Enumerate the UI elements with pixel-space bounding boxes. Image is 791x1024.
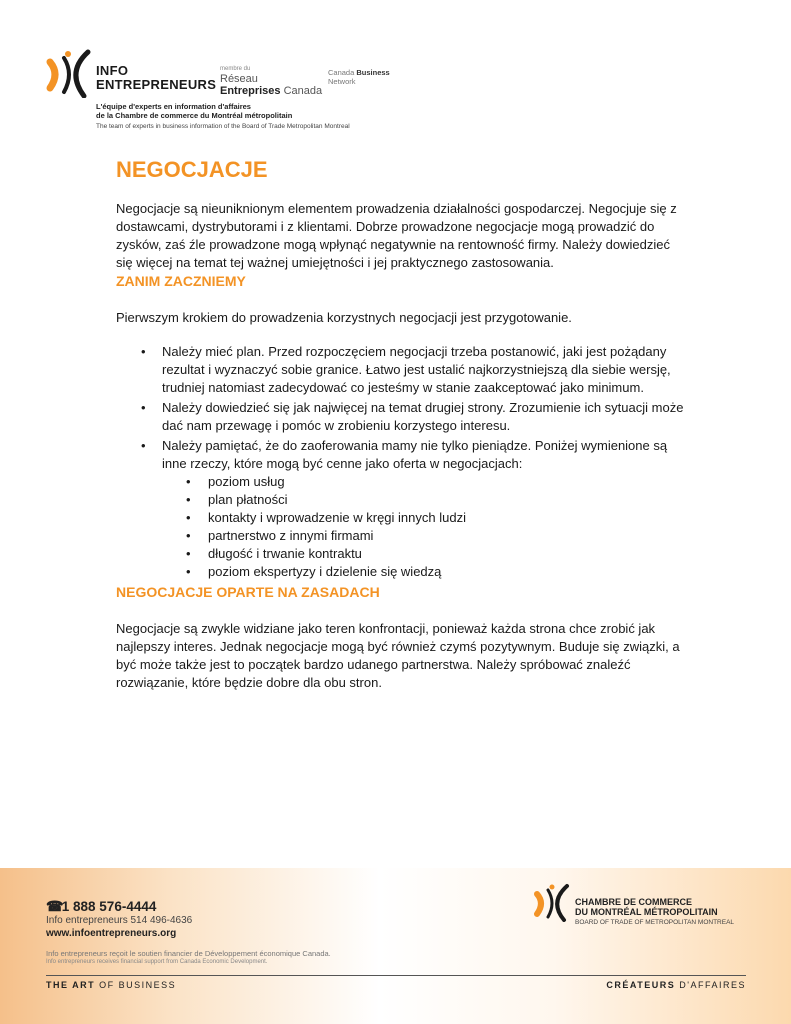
reseau-entreprises-canada-logo: membre du Réseau Entreprises Canada [220, 66, 323, 97]
list-item: • Należy dowiedzieć się jak najwięcej na temat drugiej strony. Zrozumienie ich sytuacji może dać nam przewagę i pomóc w zrobieniu korzystego interesu. [116, 399, 686, 435]
section-paragraph: Pierwszym krokiem do prowadzenia korzystnych negocjacji jest przygotowanie. [116, 310, 572, 325]
info-phone-line: Info entrepreneurs 514 496-4636 [46, 915, 193, 926]
intro-paragraph: Negocjacje są nieuniknionym elementem prowadzenia działalności gospodarczej. Negocjuje się z dostawcami, dystrybutorami i z klientami. Dobrze prowadzone negocjacje mogą prowadzić do zysków, zaś źle prowadzone mogą wpłynąć negatywnie na rentowność firmy. Należy dowiedzieć się więcej na temat tej ważnej umiejętności i jej praktycznego zastosowania. [116, 201, 677, 270]
sub-list-item: • partnerstwo z innymi firmami [162, 527, 686, 545]
letterhead [44, 44, 404, 139]
footer-divider [46, 975, 746, 976]
ccmm-name: CHAMBRE DE COMMERCE DU MONTRÉAL MÉTROPOLITAIN [575, 897, 718, 917]
list-item [116, 437, 686, 581]
website-link[interactable]: www.infoentrepreneurs.org [46, 928, 177, 939]
sub-list-item: • plan płatności [162, 491, 686, 509]
ccmm-logo-icon [532, 882, 572, 922]
phone-icon: ☎ [46, 898, 64, 914]
canada-business-network-logo: Canada Business Network [328, 68, 390, 86]
sub-list-item: • poziom usług [162, 473, 686, 491]
list-item: • Należy mieć plan. Przed rozpoczęciem negocjacji trzeba postanowić, jaki jest pożądany rezultat i wyznaczyć sobie granice. Łatwo jest ustalić najkorzystniejszą dla siebie wersję, trudniej natomiast zadecydować co jesteśmy w stanie zaakceptować jako minimum. [116, 343, 686, 397]
offer-sub-list [162, 473, 686, 581]
ccmm-name-en: BOARD OF TRADE OF METROPOLITAN MONTREAL [575, 919, 735, 926]
section-title-before-start: ZANIM ZACZNIEMY [116, 273, 246, 289]
info-entrepreneurs-logo-icon [44, 48, 94, 98]
tagline-en: The team of experts in business information of the Board of Trade Metropolitan Montreal [96, 123, 350, 130]
page-title: NEGOCJACJE [116, 157, 268, 182]
section-paragraph: Negocjacje są zwykle widziane jako teren konfrontacji, ponieważ każda strona chce zrobić jak najlepszy interes. Jednak negocjacje mogą być również czymś pozytywnym. Buduje się związki, a być może także jest to początek bardzo udanego partnerstwa. Należy spróbować znaleźć rozwiązanie, które będzie dobre dla obu stron. [116, 621, 680, 690]
page-footer [0, 868, 791, 1024]
sub-list-item: • poziom ekspertyzy i dzielenie się wiedzą [162, 563, 686, 581]
slogan-right: CRÉATEURS D'AFFAIRES [606, 980, 746, 990]
brand-name: INFO ENTREPRENEURS [96, 63, 217, 92]
phone-number: ☎ 1 888 576-4444 [46, 898, 157, 914]
sub-list-item: • długość i trwanie kontraktu [162, 545, 686, 563]
tagline-fr: L'équipe d'experts en information d'affaires de la Chambre de commerce du Montréal métropolitain [96, 102, 293, 120]
section-title-principled-negotiation: NEGOCJACJE OPARTE NA ZASADACH [116, 584, 380, 600]
sub-list-item: • kontakty i wprowadzenie w kręgi innych ludzi [162, 509, 686, 527]
slogan-left: THE ART OF BUSINESS [46, 980, 177, 990]
document-body [116, 156, 686, 692]
preparation-list [116, 343, 686, 581]
list-item-text: Należy pamiętać, że do zaoferowania mamy nie tylko pieniądze. Poniżej wymienione są inne rzeczy, które mogą być cenne jako oferta w negocjacjach: [162, 438, 668, 471]
support-notice-en: Info entrepreneurs receives financial support from Canada Economic Development. [46, 959, 268, 965]
support-notice-fr: Info entrepreneurs reçoit le soutien financier de Développement économique Canada. [46, 949, 331, 958]
